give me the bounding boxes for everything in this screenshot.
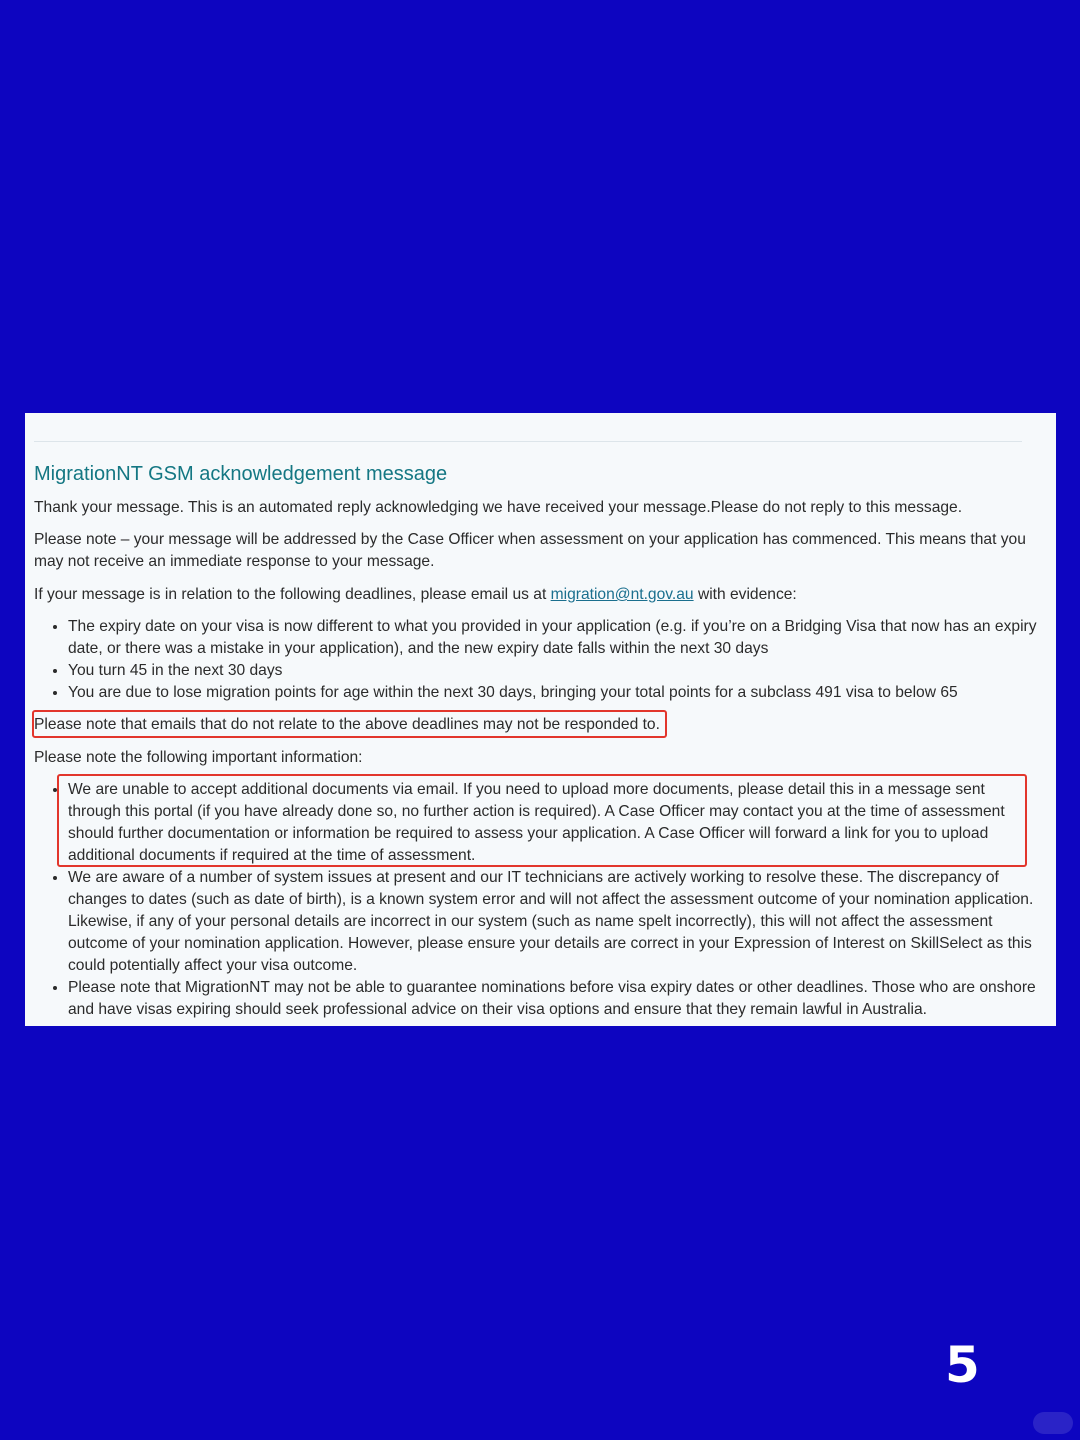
- intro-text: Thank your message. This is an automated reply acknowledging we have received your message.Please do not reply to this message.: [34, 499, 963, 516]
- list-item: • You turn 45 in the next 30 days: [68, 660, 1042, 682]
- email-link[interactable]: migration@nt.gov.au: [550, 586, 694, 603]
- page-number: 5: [945, 1336, 980, 1394]
- watermark-badge: [1033, 1412, 1073, 1434]
- list-item: • Please note that MigrationNT may not be able to guarantee nominations before visa expiry dates or other deadlines. Those who are onshore and have visas expiring should seek professional advice on their visa options and ensure that they remain lawful in Australia.: [68, 977, 1042, 1021]
- info-heading: Please note the following important information:: [34, 749, 363, 766]
- message-title: MigrationNT GSM acknowledgement message: [34, 463, 448, 485]
- deadline-list: [34, 616, 1042, 704]
- list-item: • We are aware of a number of system issues at present and our IT technicians are actively working to resolve these. The discrepancy of changes to dates (such as date of birth), is a known system error and will not affect the assessment outcome of your nomination application. Likewise, if any of your personal details are incorrect in our system (such as name spelt incorrectly), this will not affect the assessment outcome of your nomination application. However, please ensure your details are correct in your Expression of Interest on SkillSelect as this could potentially affect your visa outcome.: [68, 867, 1042, 977]
- message-panel: [25, 413, 1056, 1026]
- deadlines-intro: [34, 584, 1032, 606]
- note-text: Please note – your message will be addressed by the Case Officer when assessment on your application has commenced. This means that you may not receive an immediate response to your message.: [34, 531, 1026, 570]
- list-item: • The expiry date on your visa is now different to what you provided in your application (e.g. if you’re on a Bridging Visa that now has an expiry date, or there was a mistake in your application), and the new expiry date falls within the next 30 days: [68, 616, 1042, 660]
- deadlines-prefix: If your message is in relation to the following deadlines, please email us at: [34, 586, 547, 603]
- list-item: • We are unable to accept additional documents via email. If you need to upload more documents, please detail this in a message sent through this portal (if you have already done so, no further action is required). A Case Officer may contact you at the time of assessment should further documentation or information be required to assess your application. A Case Officer will forward a link for you to upload additional documents if required at the time of assessment.: [68, 779, 1042, 867]
- deadlines-suffix: with evidence:: [697, 586, 797, 603]
- list-item: • You are due to lose migration points for age within the next 30 days, bringing your total points for a subclass 491 visa to below 65: [68, 682, 1042, 704]
- divider: [34, 441, 1022, 442]
- deadline-warning: Please note that emails that do not relate to the above deadlines may not be responded to.: [34, 716, 660, 733]
- info-list: [34, 779, 1042, 1021]
